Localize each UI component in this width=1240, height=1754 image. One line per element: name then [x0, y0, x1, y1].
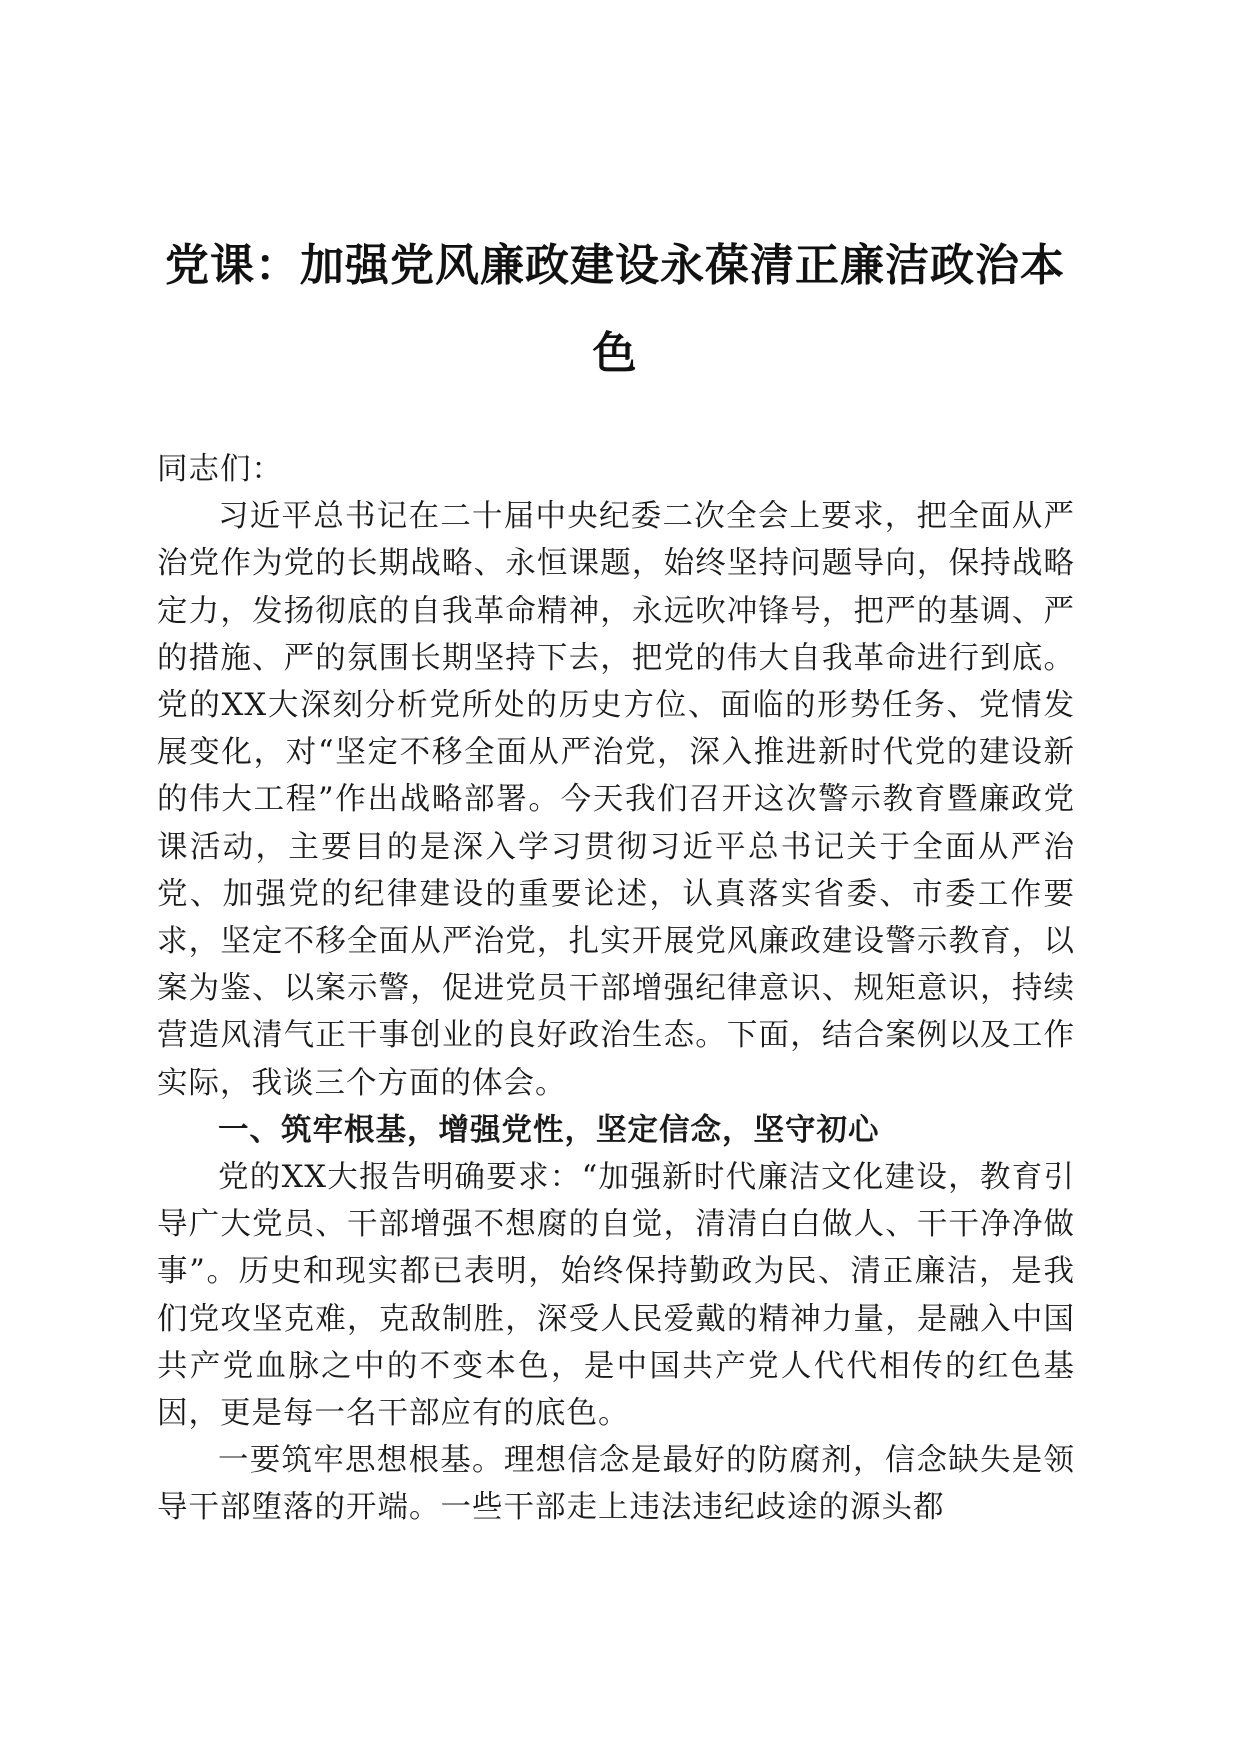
document-body: [157, 446, 1075, 1532]
salutation: 同志们：: [157, 452, 283, 487]
section-heading-1: 一、筑牢根基，增强党性，坚定信念，坚守初心: [218, 1111, 880, 1148]
paragraph-subpoint-1: 一要筑牢思想根基。理想信念是最好的防腐剂，信念缺失是领导干部堕落的开端。一些干部走上违法违纪歧途的源头都: [157, 1443, 1075, 1526]
paragraph-intro: 习近平总书记在二十届中央纪委二次全会上要求，把全面从严治党作为党的长期战略、永恒课题，始终坚持问题导向，保持战略定力，发扬彻底的自我革命精神，永远吹冲锋号，把严的基调、严的措施、严的氛围长期坚持下去，把党的伟大自我革命进行到底。党的XX大深刻分析党所处的历史方位、面临的形势任务、党情发展变化，对“坚定不移全面从严治党，深入推进新时代党的建设新的伟大工程”作出战略部署。今天我们召开这次警示教育暨廉政党课活动，主要目的是深入学习贯彻习近平总书记关于全面从严治党、加强党的纪律建设的重要论述，认真落实省委、市委工作要求，坚定不移全面从严治党，扎实开展党风廉政建设警示教育，以案为鉴、以案示警，促进党员干部增强纪律意识、规矩意识，持续营造风清气正干事创业的良好政治生态。下面，结合案例以及工作实际，我谈三个方面的体会。: [157, 499, 1075, 1101]
document-title: 党课：加强党风廉政建设永葆清正廉洁政治本色: [165, 240, 1065, 379]
paragraph-section-1: 党的XX大报告明确要求：“加强新时代廉洁文化建设，教育引导广大党员、干部增强不想腐的自觉，清清白白做人、干干净净做事”。历史和现实都已表明，始终保持勤政为民、清正廉洁，是我们党攻坚克难，克敌制胜，深受人民爱戴的精神力量，是融入中国共产党血脉之中的不变本色，是中国共产党人代代相传的红色基因，更是每一名干部应有的底色。: [157, 1160, 1075, 1432]
